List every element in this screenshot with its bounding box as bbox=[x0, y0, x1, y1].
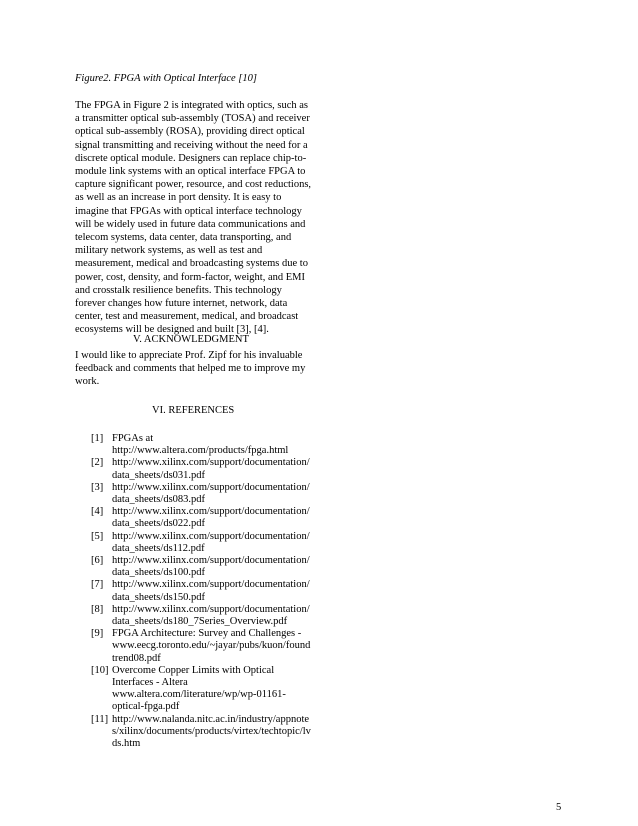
reference-line: http://www.xilinx.com/support/documentation/ bbox=[112, 555, 310, 567]
paragraph-line: center, test and measurement, medical, and broadcast bbox=[75, 311, 299, 323]
reference-line: trend08.pdf bbox=[112, 652, 161, 664]
reference-number: [6] bbox=[91, 555, 104, 567]
reference-number: [2] bbox=[91, 457, 104, 469]
reference-line: FPGAs at bbox=[112, 433, 154, 444]
paragraph-line: telecom systems, data center, data transporting, and bbox=[75, 232, 292, 244]
paragraph-line: power, cost, density, and form-factor, weight, and EMI bbox=[75, 271, 305, 283]
reference-line: http://www.xilinx.com/support/documentation/ bbox=[112, 506, 310, 518]
reference-line: http://www.xilinx.com/support/documentation/ bbox=[112, 603, 310, 615]
reference-number: [8] bbox=[91, 603, 104, 615]
reference-line: http://www.xilinx.com/support/documentation/ bbox=[112, 481, 310, 493]
reference-item bbox=[91, 506, 321, 530]
paragraph-line: will be widely used in future data communications and bbox=[75, 218, 306, 230]
paragraph-line: module link systems with an optical interface FPGA to bbox=[75, 166, 306, 178]
reference-line: Interfaces - Altera bbox=[112, 677, 188, 689]
reference-text bbox=[112, 457, 321, 481]
acknowledgment-line: work. bbox=[75, 376, 100, 388]
reference-line: FPGA Architecture: Survey and Challenges - bbox=[112, 628, 302, 640]
reference-line: data_sheets/ds150.pdf bbox=[112, 591, 206, 603]
reference-line: data_sheets/ds180_7Series_Overview.pdf bbox=[112, 616, 288, 628]
body-paragraph bbox=[75, 99, 315, 337]
paragraph-line: military network systems, as well as test and bbox=[75, 245, 263, 257]
reference-item bbox=[91, 457, 321, 481]
reference-line: data_sheets/ds083.pdf bbox=[112, 494, 206, 506]
reference-line: s/xilinx/documents/products/virtex/techtopic/lv bbox=[112, 725, 311, 737]
reference-line: http://www.xilinx.com/support/documentation/ bbox=[112, 579, 310, 591]
reference-text bbox=[112, 506, 321, 530]
reference-number: [10] bbox=[91, 664, 109, 676]
reference-text bbox=[112, 482, 321, 506]
figure-caption: Figure2. FPGA with Optical Interface [10] bbox=[75, 73, 257, 84]
paragraph-line: forever changes how future internet, network, data bbox=[75, 298, 288, 310]
reference-item bbox=[91, 714, 321, 751]
reference-number: [3] bbox=[91, 481, 104, 493]
reference-text bbox=[112, 628, 321, 665]
reference-line: http://www.nalanda.nitc.ac.in/industry/appnote bbox=[112, 713, 310, 725]
reference-text bbox=[112, 579, 321, 603]
reference-number: [9] bbox=[91, 628, 104, 640]
references-heading: VI. REFERENCES bbox=[152, 405, 235, 416]
reference-line: www.eecg.toronto.edu/~jayar/pubs/kuon/found bbox=[112, 640, 311, 652]
reference-line: Overcome Copper Limits with Optical bbox=[112, 664, 275, 676]
reference-line: data_sheets/ds100.pdf bbox=[112, 567, 206, 579]
reference-text bbox=[112, 714, 321, 751]
paragraph-line: capture significant power, resource, and cost reductions, bbox=[75, 179, 312, 191]
reference-item bbox=[91, 665, 321, 714]
paragraph-line: ecosystems will be designed and built [3], [4]. bbox=[75, 324, 269, 336]
reference-text bbox=[112, 555, 321, 579]
reference-number: [7] bbox=[91, 579, 104, 591]
reference-number: [4] bbox=[91, 506, 104, 518]
paragraph-line: measurement, medical and broadcasting systems due to bbox=[75, 258, 308, 270]
paragraph-line: and crosstalk resilience benefits. This technology bbox=[75, 284, 282, 296]
reference-item bbox=[91, 628, 321, 665]
reference-text bbox=[112, 665, 321, 714]
reference-number: [11] bbox=[91, 713, 109, 725]
reference-line: data_sheets/ds112.pdf bbox=[112, 542, 205, 554]
reference-text bbox=[112, 531, 321, 555]
paragraph-line: a transmitter optical sub-assembly (TOSA) and receiver bbox=[75, 113, 310, 125]
reference-line: http://www.xilinx.com/support/documentation/ bbox=[112, 530, 310, 542]
reference-line: http://www.altera.com/products/fpga.html bbox=[112, 445, 289, 457]
references-list bbox=[91, 433, 321, 750]
paragraph-line: imagine that FPGAs with optical interface technology bbox=[75, 205, 302, 217]
paragraph-line: optical sub-assembly (ROSA), providing direct optical bbox=[75, 126, 305, 138]
reference-line: www.altera.com/literature/wp/wp-01161- bbox=[112, 689, 286, 701]
reference-item bbox=[91, 433, 321, 457]
acknowledgment-line: feedback and comments that helped me to improve my bbox=[75, 363, 306, 375]
reference-line: ds.htm bbox=[112, 738, 141, 750]
paragraph-line: The FPGA in Figure 2 is integrated with optics, such as bbox=[75, 100, 309, 111]
reference-number: [5] bbox=[91, 530, 104, 542]
acknowledgment-heading: V. ACKNOWLEDGMENT bbox=[133, 334, 249, 345]
reference-item bbox=[91, 531, 321, 555]
paragraph-line: as well as an increase in port density. It is easy to bbox=[75, 192, 282, 204]
reference-line: optical-fpga.pdf bbox=[112, 701, 180, 713]
reference-item bbox=[91, 555, 321, 579]
reference-line: data_sheets/ds031.pdf bbox=[112, 469, 206, 481]
reference-line: http://www.xilinx.com/support/documentation/ bbox=[112, 457, 310, 469]
reference-item bbox=[91, 604, 321, 628]
reference-line: data_sheets/ds022.pdf bbox=[112, 518, 206, 530]
reference-text bbox=[112, 604, 321, 628]
page-number: 5 bbox=[556, 802, 562, 813]
reference-number: [1] bbox=[91, 433, 104, 444]
acknowledgment-paragraph bbox=[75, 349, 315, 389]
reference-item bbox=[91, 579, 321, 603]
reference-item bbox=[91, 482, 321, 506]
acknowledgment-line: I would like to appreciate Prof. Zipf for his invaluable bbox=[75, 350, 303, 361]
paragraph-line: signal transmitting and receiving without the need for a bbox=[75, 139, 308, 151]
reference-text bbox=[112, 433, 321, 457]
paragraph-line: discrete optical module. Designers can replace chip-to- bbox=[75, 152, 307, 164]
